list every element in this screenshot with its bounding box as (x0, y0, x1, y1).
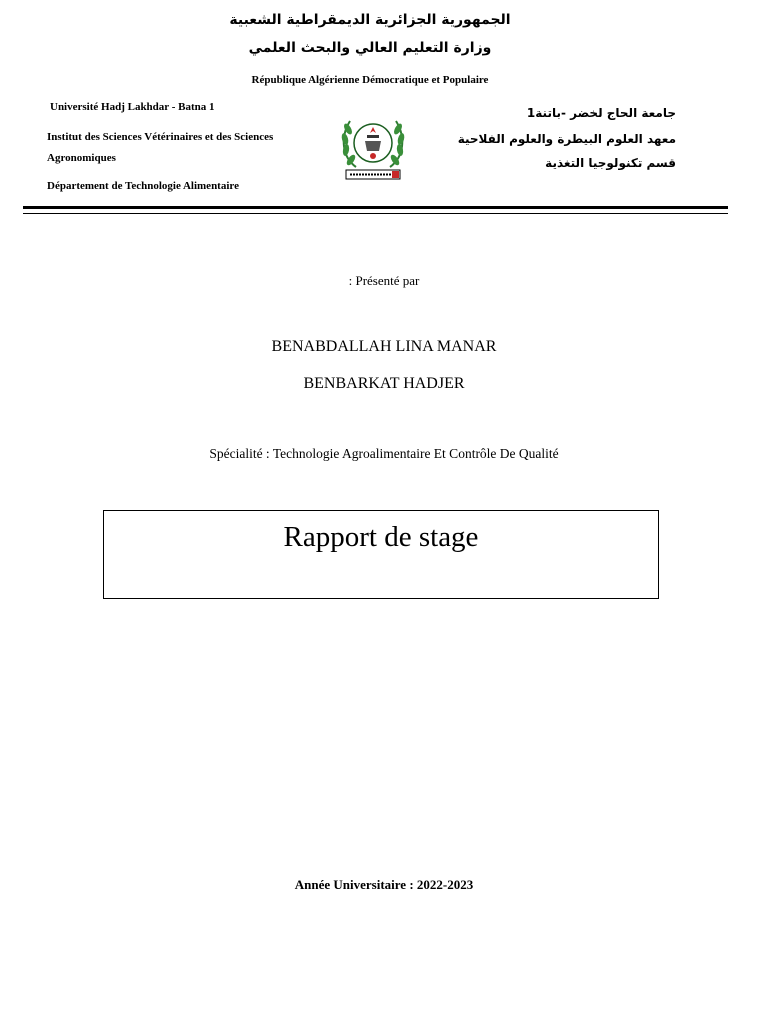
author-name-1: BENABDALLAH LINA MANAR (271, 338, 497, 355)
report-title: Rapport de stage (283, 521, 479, 553)
french-republic-title: République Algérienne Démocratique et Populaire (251, 74, 489, 86)
author-name-2: BENBARKAT HADJER (303, 375, 465, 392)
institute-name-fr: Institut des Sciences Vétérinaires et des Sciences Agronomiques (47, 131, 274, 164)
institute-name-ar: معهد العلوم البيطرة والعلوم الفلاحية (457, 132, 676, 146)
arabic-republic-title: الجمهورية الجزائرية الديمقراطية الشعبية (229, 12, 511, 28)
department-name-fr: Département de Technologie Alimentaire (47, 180, 239, 192)
specialty-line: Spécialité : Technologie Agroalimentaire Et Contrôle De Qualité (209, 446, 559, 461)
university-name-ar: جامعة الحاج لخضر -باتنة1 (526, 106, 676, 120)
arabic-ministry-title: وزارة التعليم العالي والبحث العلمي (248, 40, 492, 56)
university-name-fr: Université Hadj Lakhdar - Batna 1 (50, 101, 215, 113)
header-rule-thick (23, 206, 728, 209)
header-rule-thin (23, 213, 728, 214)
university-emblem-icon (336, 107, 410, 187)
presented-by-label: : Présenté par (348, 273, 420, 288)
department-name-ar: قسم تكنولوجيا التغذية (545, 156, 676, 170)
academic-year: Année Universitaire : 2022-2023 (294, 877, 474, 892)
